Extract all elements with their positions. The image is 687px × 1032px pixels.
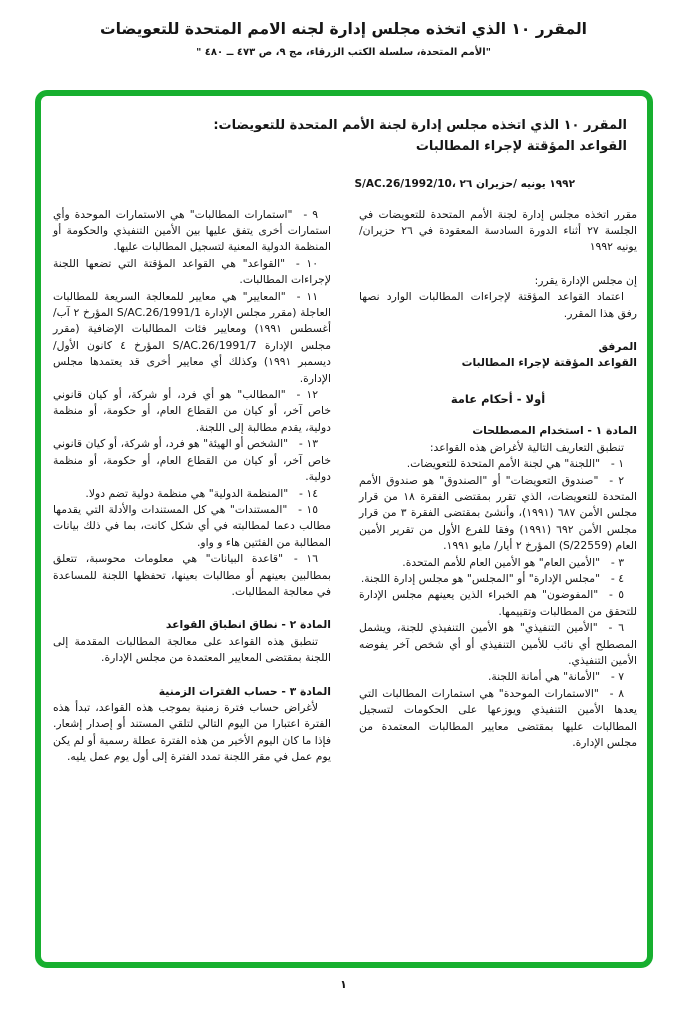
definition-1: ١ - "اللجنة" هي لجنة الأمم المتحدة للتعويضات.	[406, 457, 624, 471]
article-1-intro: تنطبق التعاريف التالية لأغراض هذه القواعد:	[429, 440, 624, 454]
document-reference: ١٩٩٢ يونيه /حزيران ٢٦ ،S/AC.26/1992/10	[354, 177, 575, 190]
part-one-heading: أولا - أحكام عامة	[450, 391, 546, 406]
column-left	[53, 207, 331, 766]
page-header	[0, 0, 687, 58]
annex-subheading: القواعد المؤقتة لإجراء المطالبات	[461, 356, 637, 370]
article-1-heading: المادة ١ - استخدام المصطلحات	[472, 424, 637, 438]
definition-4: ٤ - "مجلس الإدارة" أو "المجلس" هو مجلس إدارة اللجنة.	[360, 571, 624, 585]
definition-6: ٦ - "الأمين التنفيذي" هو الأمين التنفيذي للجنة، ويشمل المصطلح أي نائب للأمين التنفيذي أو أي شخص آخر يفوضه الأمين التنفيذي.	[359, 621, 637, 667]
definition-2: ٢ - "صندوق التعويضات" أو "الصندوق" هو صندوق الأمم المتحدة للتعويضات، الذي تقرر بمقتضى الفقرة ١٨ من قرار مجلس الأمن ٦٨٧ (١٩٩١)، وأنشئ بمقتضى الفقرة ٣ من قرار مجلس الأمن ٦٩٢ (١٩٩١) وفقا للفرع الأول من تقرير الأمين العام (S/22559) المؤرخ ٢ أيار/ مايو ١٩٩١.	[359, 473, 638, 553]
definition-12: ١٢ - "المطالب" هو أي فرد، أو شركة، أو كيان قانوني خاص آخر، أو كيان من القطاع العام، أو حكومة، أو منظمة دولية، يقدم مطالبة إلى اللجنة.	[53, 388, 331, 434]
decision-title	[161, 116, 627, 158]
definition-10: ١٠ - "القواعد" هي القواعد المؤقتة التي تضعها اللجنة لإجراءات المطالبات.	[53, 256, 331, 287]
text-columns	[53, 207, 637, 766]
definition-7: ٧ - "الأمانة" هي أمانة اللجنة.	[487, 670, 624, 684]
article-2-body: تنطبق هذه القواعد على معالجة المطالبات المقدمة إلى اللجنة بمقتضى المعايير المعتمدة من مجلس الإدارة.	[53, 634, 331, 665]
definition-3: ٣ - "الأمين العام" هو الأمين العام للأمم المتحدة.	[402, 555, 624, 569]
definition-5: ٥ - "المفوضون" هم الخبراء الذين يعينهم مجلس الإدارة للتحقق من المطالبات وتقييمها.	[359, 588, 637, 618]
decision-title-line2: القواعد المؤقتة لإجراء المطالبات	[415, 138, 627, 154]
definition-15: ١٥ - "المستندات" هي كل المستندات والأدلة التي يقدمها مطالب دعما لمطالبته في أي شكل كانت، بما في ذلك بيانات المطالبة من الفئتين هاء و واو.	[53, 502, 331, 549]
page-number: ١	[340, 978, 347, 991]
annex-heading: المرفق	[598, 340, 637, 354]
preamble: مقرر اتخذه مجلس إدارة لجنة الأمم المتحدة للتعويضات في الجلسة ٢٧ أثناء الدورة السادسة المعقودة في ٢٦ حزيران/ يونيه ١٩٩٢	[359, 207, 637, 254]
definition-16: ١٦ - "قاعدة البيانات" هي معلومات محوسبة، تتعلق بمطالبين بعينهم أو مطالبات بعينها، تحفظها اللجنة للمساعدة في معالجة المطالبات.	[53, 552, 331, 598]
definition-11: ١١ - "المعايير" هي معايير للمعالجة السريعة للمطالبات العاجلة (مقرر مجلس الإدارة S/AC.26/1991/1 المؤرخ ٢ آب/ أغسطس ١٩٩١) ومعايير فئات المطالبات الإضافية (مقرر مجلس الإدارة S/AC.26/1991/7 المؤرخ ٤ كانون الأول/ ديسمبر ١٩٩١) وكذلك أي معايير أخرى قد يعتمدها مجلس الإدارة.	[53, 289, 331, 385]
document-subtitle: "الأمم المتحدة، سلسلة الكتب الزرقاء، مج ٩، ص ٤٧٣ ــ ٤٨٠ "	[196, 47, 491, 58]
article-3-body: لأغراض حساب فترة زمنية بموجب هذه القواعد، تبدأ هذه الفترة اعتبارا من اليوم التالي لتلقي المستند أو إصدار إشعار. فإذا ما كان اليوم الأخير من هذه الفترة عطلة رسمية أو لم يكن يوم عمل في مقر اللجنة تمدد الفترة إلى أول يوم عمل يليه.	[53, 700, 331, 764]
definition-13: ١٣ - "الشخص أو الهيئة" هو فرد، أو شركة، أو كيان قانوني خاص آخر، أو كيان من القطاع العام، أو حكومة، أو منظمة دولية.	[53, 437, 331, 484]
definition-14: ١٤ - "المنظمة الدولية" هي منظمة دولية تضم دولا.	[85, 486, 318, 500]
definition-9: ٩ - "استمارات المطالبات" هي الاستمارات الموحدة وأي استمارات أخرى يتفق عليها بين الأمين التنفيذي والحكومة أو المنظمة الدولية المعنية لتسجيل المطالبات عليها.	[53, 207, 331, 254]
decision-lead: إن مجلس الإدارة يقرر:	[534, 273, 637, 287]
article-3-heading: المادة ٣ - حساب الفترات الزمنية	[158, 684, 331, 698]
column-right	[359, 207, 637, 766]
document-title: المقرر ١٠ الذي اتخذه مجلس إدارة لجنه الامم المتحدة للتعويضات	[100, 20, 587, 38]
definition-8: ٨ - "الاستمارات الموحدة" هي استمارات المطالبات التي يعدها الأمين التنفيذي ويوزعها على الحكومات لتسجيل المطالبات عليها بمقتضى معايير المطالبات المعتمدة من مجلس الإدارة.	[359, 686, 637, 750]
green-frame	[35, 90, 653, 968]
article-2-heading: المادة ٢ - نطاق انطباق القواعد	[165, 618, 331, 632]
decision-clause: اعتماد القواعد المؤقتة لإجراءات المطالبات الوارد نصها رفق هذا المقرر.	[359, 290, 637, 320]
decision-title-line1: المقرر ١٠ الذي اتخذه مجلس إدارة لجنة الأمم المتحدة للتعويضات:	[213, 118, 627, 133]
